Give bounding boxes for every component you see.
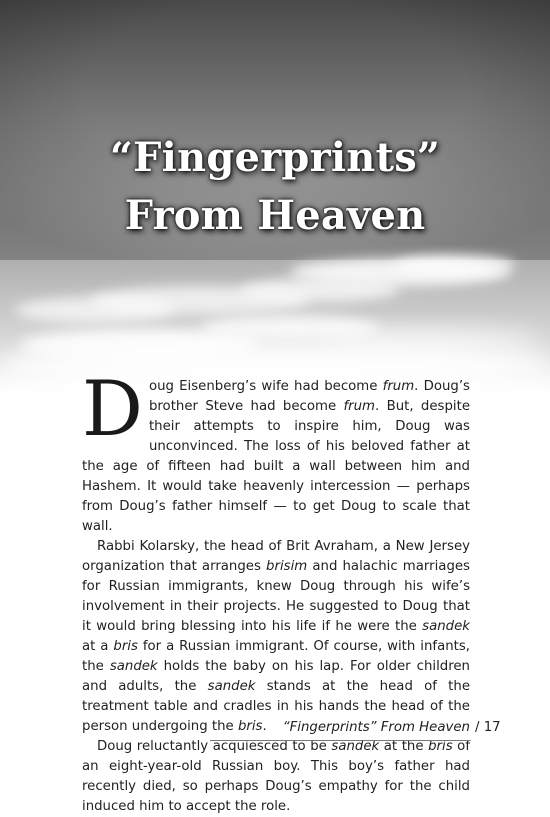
italic-term: bris xyxy=(113,639,138,654)
italic-term: brisim xyxy=(266,559,308,574)
text-run: stands at the head of the treatment table and cradles in his hands the head of the person undergoing the xyxy=(82,679,470,734)
italic-term: frum xyxy=(343,399,376,414)
italic-term: bris xyxy=(428,739,453,754)
running-footer xyxy=(210,720,470,741)
running-title: “Fingerprints” From Heaven xyxy=(279,720,470,735)
text-run: . xyxy=(262,719,267,734)
chapter-title-line-1: “Fingerprints” xyxy=(109,134,441,181)
paragraph-2-text xyxy=(82,539,470,734)
chapter-body xyxy=(82,364,471,817)
text-run: of an eight-year-old Russian boy. This boy’s father had recently died, so perhaps Doug’s empathy for the child induced him to accept the role. xyxy=(82,739,470,814)
text-run: Rabbi Kolarsky, the head of Brit Avraham, a New Jersey organization that arranges xyxy=(82,539,470,574)
text-run: Doug reluctantly acquiesced to be xyxy=(97,739,332,754)
paragraph-2 xyxy=(82,537,470,737)
text-run: holds the baby on his lap. For older children and adults, the xyxy=(82,659,470,694)
text-run: . But, despite their attempts to inspire him, Doug was unconvinced. The loss of his beloved father at the age of fifteen had built a wall between him and Hashem. It would take heavenly intercession — perhaps from Doug’s father himself — to get Doug to scale that wall. xyxy=(82,399,471,534)
text-run: . Doug’s brother Steve had become xyxy=(148,379,470,414)
text-run: at a xyxy=(82,639,114,654)
text-run: at the xyxy=(379,739,429,754)
italic-term: sandek xyxy=(422,619,470,634)
footer-separator: / xyxy=(475,720,480,735)
chapter-title-line-2: From Heaven xyxy=(124,192,426,239)
italic-term: sandek xyxy=(109,659,158,674)
text-run: oug Eisenberg’s wife had become xyxy=(148,379,383,394)
paragraph-1 xyxy=(82,364,471,537)
drop-cap: D xyxy=(82,364,143,453)
italic-term: frum xyxy=(382,379,415,394)
page-number xyxy=(475,720,501,735)
text-run: for a Russian immigrant. Of course, with infants, the xyxy=(82,639,471,674)
page-number-value: 17 xyxy=(483,720,501,735)
italic-term: sandek xyxy=(331,739,380,754)
italic-term: bris xyxy=(237,719,263,734)
paragraph-3-text xyxy=(82,739,470,814)
text-run: and halachic marriages for Russian immigrants, knew Doug through his wife’s involvement in their projects. He suggested to Doug that it would bring blessing into his life if he were the xyxy=(82,559,470,634)
italic-term: sandek xyxy=(207,679,256,694)
paragraph-3 xyxy=(82,737,470,817)
